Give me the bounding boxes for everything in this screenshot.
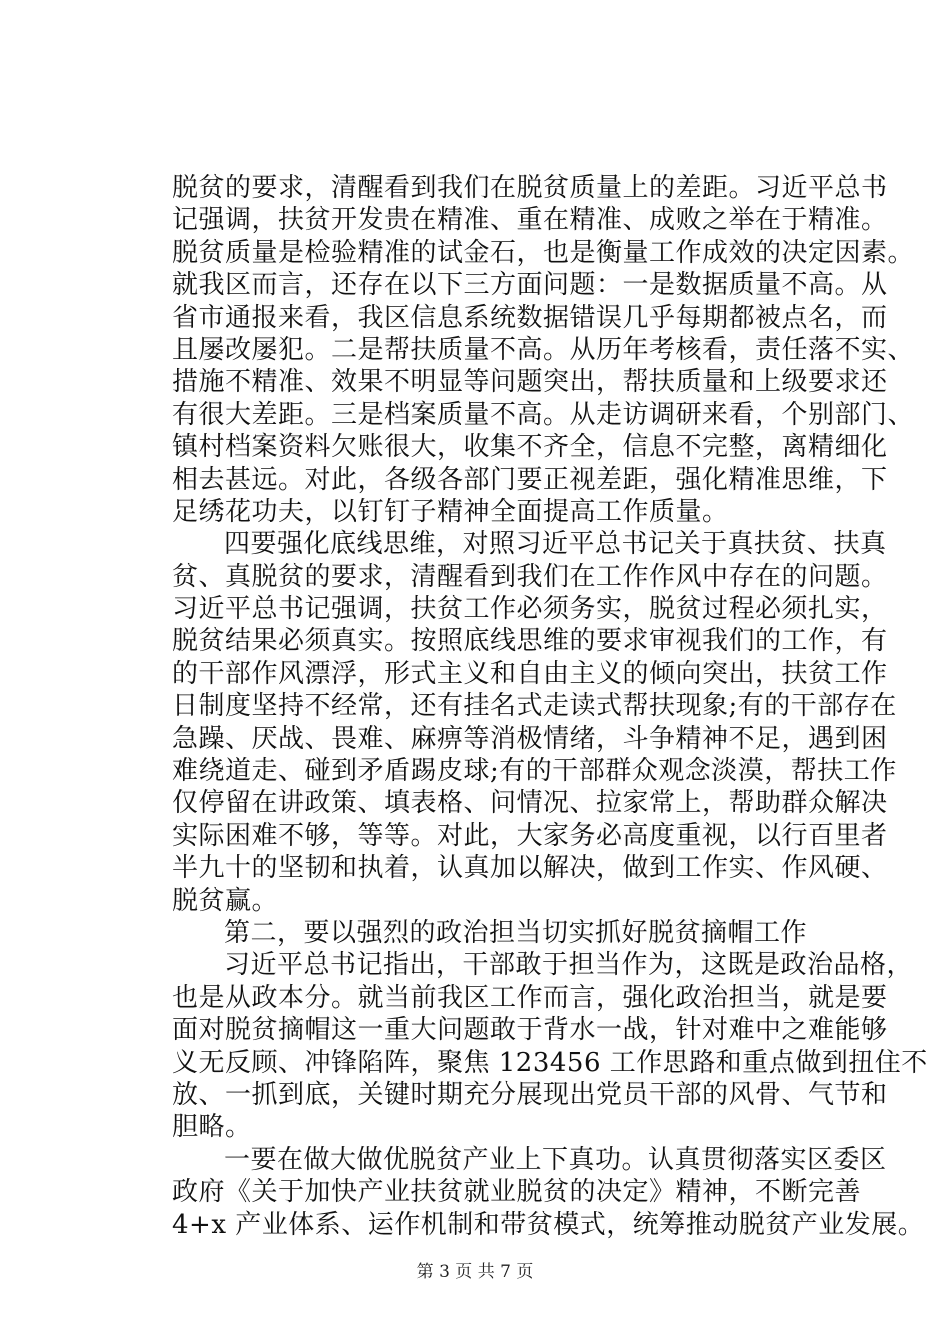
text-line: 的干部作风漂浮，形式主义和自由主义的倾向突出，扶贫工作	[172, 658, 888, 689]
text-line: 且屡改屡犯。二是帮扶质量不高。从历年考核看，责任落不实、	[172, 334, 915, 365]
text-line: 政府《关于加快产业扶贫就业脱贫的决定》精神，不断完善	[172, 1177, 862, 1208]
text-line: 义无反顾、冲锋陷阵，聚焦 123456 工作思路和重点做到扭住不	[172, 1047, 928, 1078]
text-line: 仅停留在讲政策、填表格、问情况、拉家常上，帮助群众解决	[172, 788, 888, 819]
text-line: 习近平总书记指出，干部敢于担当作为，这既是政治品格，	[224, 950, 914, 981]
text-line: 脱贫的要求，清醒看到我们在脱贫质量上的差距。习近平总书	[172, 173, 888, 203]
text-line: 省市通报来看，我区信息系统数据错误几乎每期都被点名，而	[172, 302, 888, 333]
text-line: 相去甚远。对此，各级各部门要正视差距，强化精准思维，下	[172, 464, 888, 495]
text-line: 有很大差距。三是档案质量不高。从走访调研来看，个别部门、	[172, 399, 915, 430]
text-line: 足绣花功夫，以钉钉子精神全面提高工作质量。	[172, 496, 729, 527]
text-line: 镇村档案资料欠账很大，收集不齐全，信息不完整，离精细化	[172, 432, 888, 463]
text-line: 脱贫质量是检验精准的试金石，也是衡量工作成效的决定因素。	[172, 237, 915, 268]
text-line: 贫、真脱贫的要求，清醒看到我们在工作作风中存在的问题。	[172, 561, 888, 592]
text-line: 四要强化底线思维，对照习近平总书记关于真扶贫、扶真	[224, 529, 887, 560]
text-line: 4+x 产业体系、运作机制和带贫模式，统筹推动脱贫产业发展。	[172, 1209, 925, 1240]
text-line: 胆略。	[172, 1112, 252, 1143]
text-line: 脱贫赢。	[172, 885, 279, 916]
text-line: 半九十的坚韧和执着，认真加以解决，做到工作实、作风硬、	[172, 853, 888, 884]
text-line: 措施不精准、效果不明显等问题突出，帮扶质量和上级要求还	[172, 367, 888, 398]
text-line: 急躁、厌战、畏难、麻痹等消极情绪，斗争精神不足，遇到困	[172, 723, 888, 754]
text-line: 放、一抓到底，关键时期充分展现出党员干部的风骨、气节和	[172, 1079, 888, 1110]
text-line: 记强调，扶贫开发贵在精准、重在精准、成败之举在于精准。	[172, 205, 888, 236]
text-line: 实际困难不够，等等。对此，大家务必高度重视，以行百里者	[172, 820, 888, 851]
text-line: 日制度坚持不经常，还有挂名式走读式帮扶现象;有的干部存在	[172, 691, 897, 722]
text-line: 一要在做大做优脱贫产业上下真功。认真贯彻落实区委区	[224, 1144, 887, 1175]
text-line: 面对脱贫摘帽这一重大问题敢于背水一战，针对难中之难能够	[172, 1015, 888, 1046]
text-line: 习近平总书记强调，扶贫工作必须务实，脱贫过程必须扎实，	[172, 594, 888, 625]
page-footer: 第 3 页 共 7 页	[416, 1262, 534, 1282]
text-line: 第二，要以强烈的政治担当切实抓好脱贫摘帽工作	[224, 917, 808, 948]
body-text	[172, 172, 928, 1241]
text-line: 难绕道走、碰到矛盾踢皮球;有的干部群众观念淡漠，帮扶工作	[172, 756, 897, 787]
text-line: 就我区而言，还存在以下三方面问题：一是数据质量不高。从	[172, 270, 888, 301]
text-line: 脱贫结果必须真实。按照底线思维的要求审视我们的工作，有	[172, 626, 888, 657]
text-line: 也是从政本分。就当前我区工作而言，强化政治担当，就是要	[172, 982, 888, 1013]
